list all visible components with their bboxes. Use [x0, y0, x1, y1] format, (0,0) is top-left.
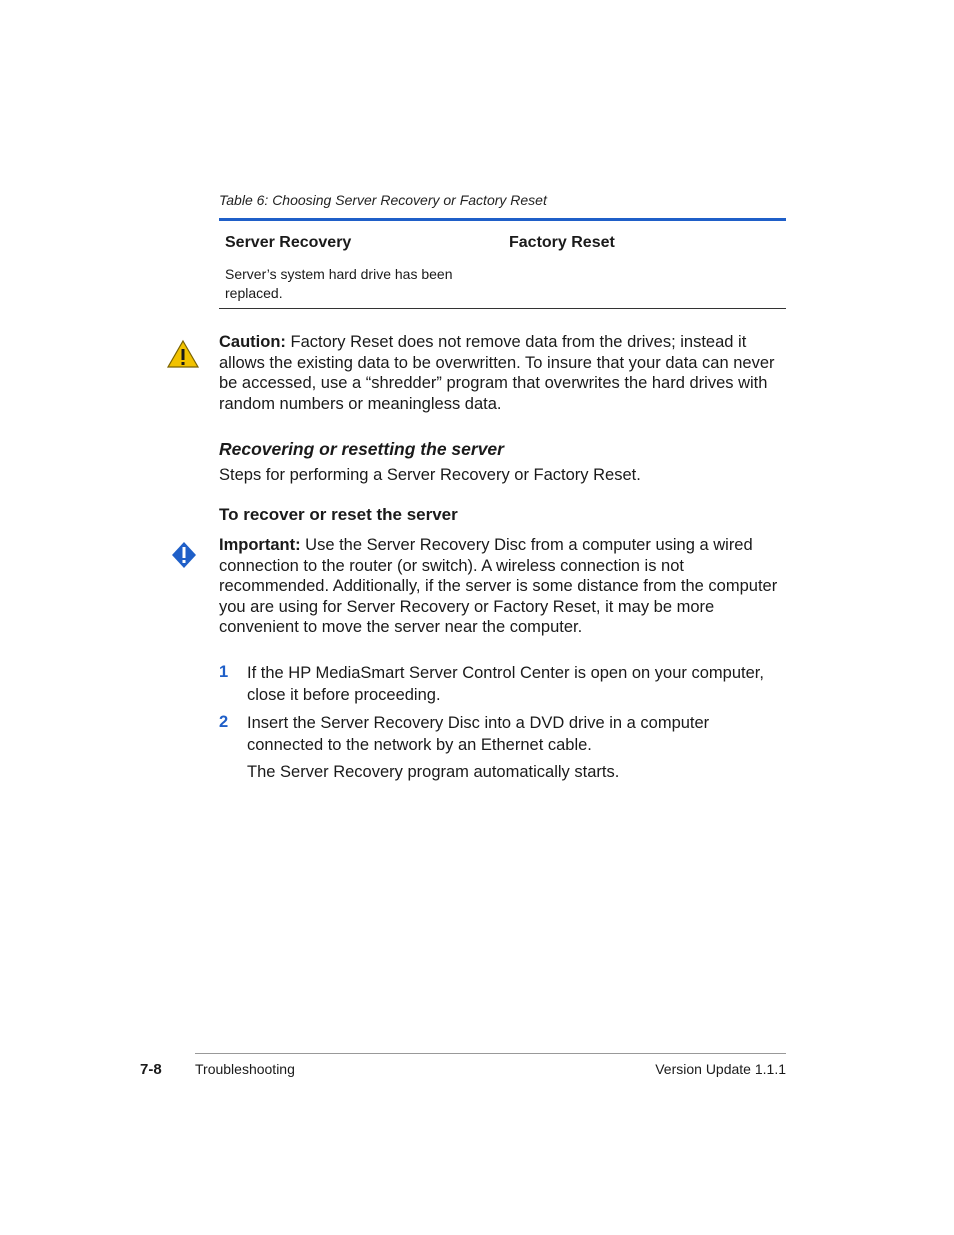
section-intro: Steps for performing a Server Recovery or Factory Reset. — [219, 466, 641, 484]
table-top-rule — [219, 218, 786, 221]
step-text: Insert the Server Recovery Disc into a DVD drive in a computer connected to the network by an Ethernet cable. — [247, 714, 710, 754]
caution-label: Caution: — [219, 333, 286, 351]
page-number: 7-8 — [140, 1061, 162, 1078]
important-label: Important: — [219, 536, 301, 554]
table-caption: Table 6: Choosing Server Recovery or Factory Reset — [219, 192, 547, 208]
step-result-note: The Server Recovery program automatically starts. — [247, 763, 620, 781]
warning-triangle-icon — [166, 338, 200, 370]
footer-version: Version Update 1.1.1 — [655, 1061, 786, 1077]
important-text: Use the Server Recovery Disc from a computer using a wired connection to the router (or switch). A wireless connection is not recommended. Additionally, if the server is some distance from the computer you are using for Server Recovery or Factory Reset, it may be more convenient to move the server near the computer. — [219, 536, 778, 636]
procedure-heading: To recover or reset the server — [219, 505, 458, 524]
table-header-server-recovery: Server Recovery — [225, 234, 352, 251]
table-header-factory-reset: Factory Reset — [509, 234, 615, 251]
footer-rule — [195, 1053, 786, 1054]
section-heading: Recovering or resetting the server — [219, 439, 504, 459]
step-number: 1 — [219, 663, 229, 681]
caution-note — [219, 332, 787, 414]
footer-section-title: Troubleshooting — [195, 1061, 295, 1077]
step-number: 2 — [219, 713, 229, 731]
caution-text: Factory Reset does not remove data from the drives; instead it allows the existing data to be overwritten. To insure that your data can never be accessed, use a “shredder” program that overwrites the hard drives with random numbers or meaningless data. — [219, 333, 775, 413]
table-bottom-rule — [219, 308, 786, 309]
important-diamond-icon — [171, 541, 205, 573]
table-cell: Server’s system hard drive has been replaced. — [225, 266, 453, 301]
step-text: If the HP MediaSmart Server Control Center is open on your computer, close it before proceeding. — [247, 664, 764, 704]
important-note — [219, 535, 787, 638]
